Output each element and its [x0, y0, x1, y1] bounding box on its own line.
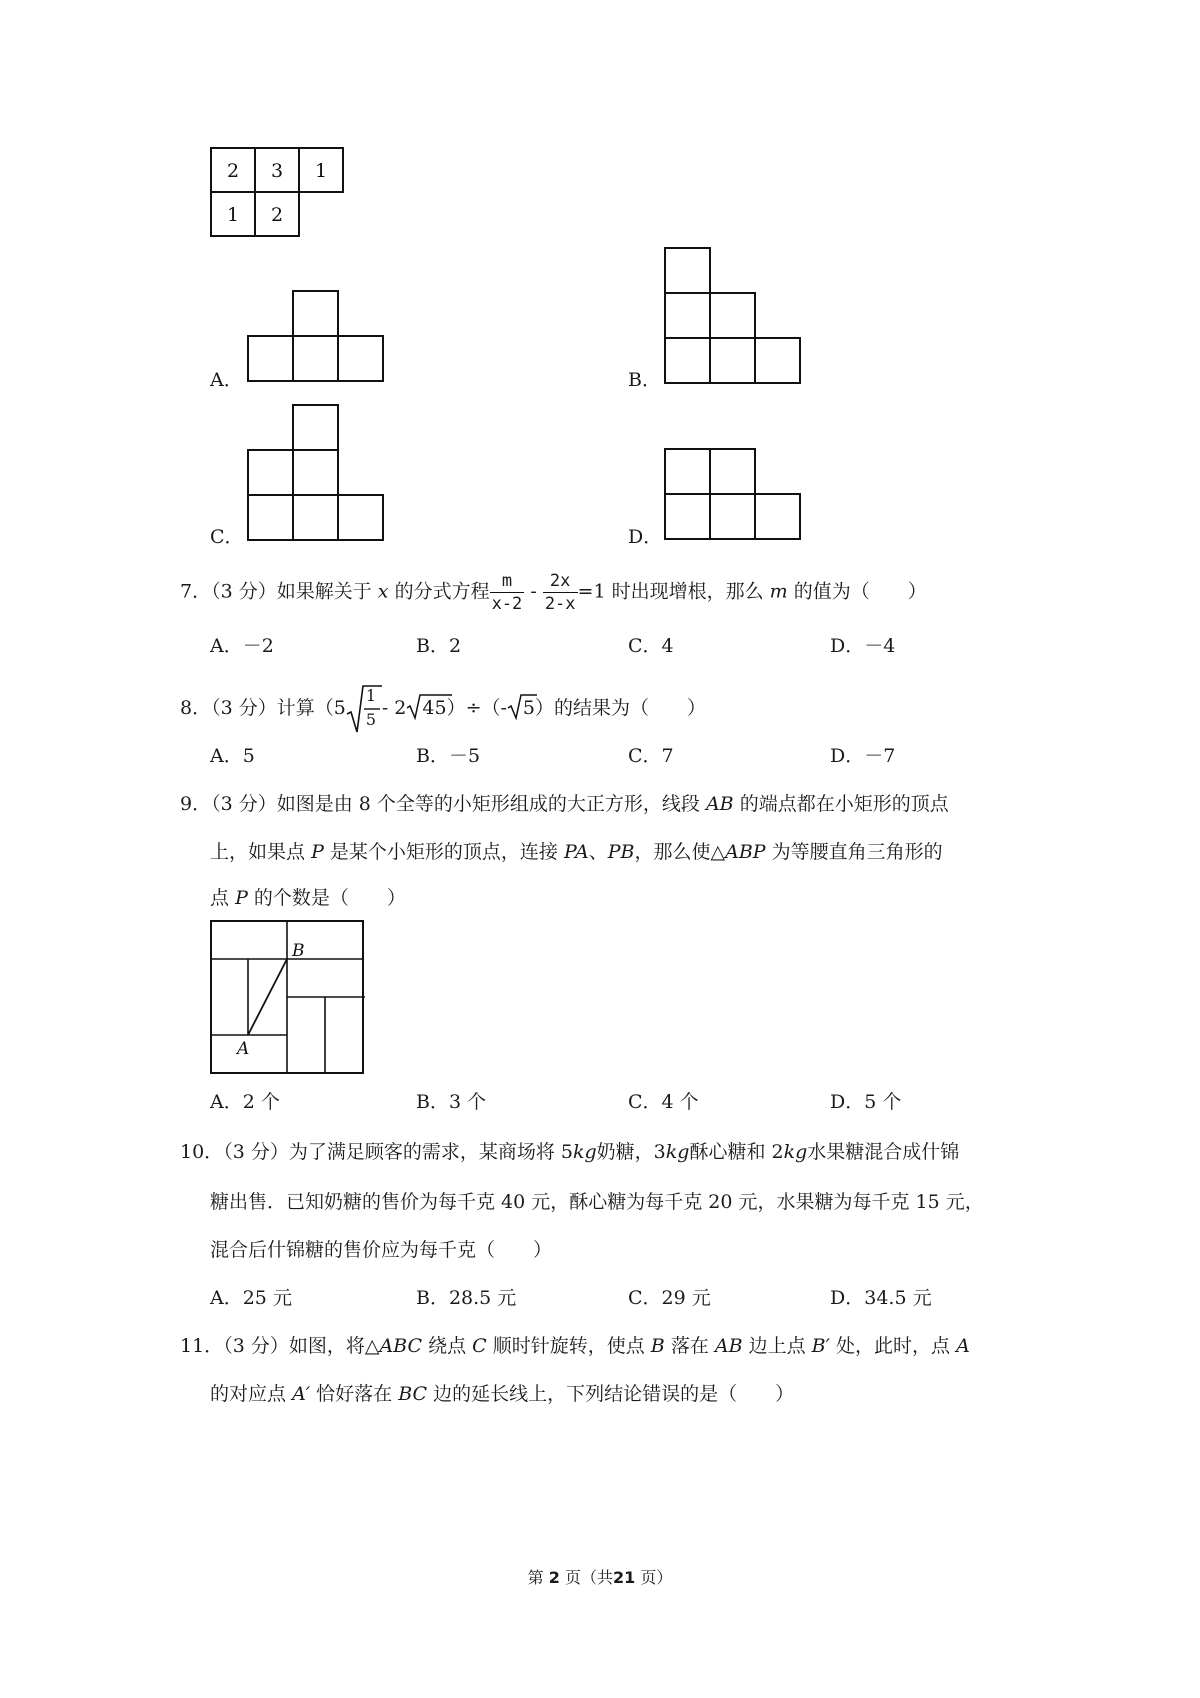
question-9-line-1: 9．（3 分）如图是由 8 个全等的小矩形组成的大正方形，线段 AB 的端点都在小矩形的顶点: [180, 793, 949, 815]
net-grid-figure: [210, 147, 350, 237]
fraction-2x-over-2-minus-x: $\frac{2x}{2-x}$: [544, 571, 576, 614]
q8-option-a[interactable]: A．5: [210, 745, 255, 767]
q9-option-d[interactable]: D．5 个: [830, 1091, 902, 1113]
q10-option-a[interactable]: A．25 元: [210, 1287, 292, 1309]
question-10-line-1: 10．（3 分）为了满足顾客的需求，某商场将 5kg奶糖，3kg酥心糖和 2kg水果糖混合成什锦: [180, 1141, 960, 1163]
option-b-label[interactable]: B．: [628, 369, 661, 391]
q7-option-d[interactable]: D．－4: [830, 635, 896, 657]
radical-5: 5: [507, 696, 535, 720]
radical-sign: [507, 694, 537, 720]
option-d-figure: [664, 448, 804, 540]
option-d-label[interactable]: D．: [628, 526, 663, 548]
q8-option-b[interactable]: B．－5: [416, 745, 481, 767]
page-footer: 第 2 页（共21 页）: [527, 1568, 673, 1587]
q9-option-b[interactable]: B．3 个: [416, 1091, 487, 1113]
option-a-figure: [247, 290, 387, 382]
question-9-line-2: 上，如果点 P 是某个小矩形的顶点，连接 PA、PB，那么使△ABP 为等腰直角三角形的: [210, 841, 943, 863]
q7-option-a[interactable]: A．－2: [210, 635, 274, 657]
option-b-figure: [664, 247, 804, 383]
q7-option-c[interactable]: C．4: [628, 635, 674, 657]
fraction-m-over-x-minus-2: $\frac{m}{x-2}$: [491, 571, 523, 614]
option-c-label[interactable]: C．: [210, 526, 244, 548]
q8-option-d[interactable]: D．－7: [830, 745, 896, 767]
point-a-label: A: [237, 1039, 250, 1059]
variable-x: x: [377, 580, 389, 603]
total-page-count: 21: [612, 1568, 636, 1587]
question-10-line-3: 混合后什锦糖的售价应为每千克（ ）: [210, 1239, 553, 1261]
question-11-line-1: 11．（3 分）如图，将△ABC 绕点 C 顺时针旋转，使点 B 落在 AB 边上点 B′ 处，此时，点 A: [180, 1335, 970, 1357]
q7-option-b[interactable]: B．2: [416, 635, 462, 657]
q9-option-c[interactable]: C．4 个: [628, 1091, 699, 1113]
q9-option-a[interactable]: A．2 个: [210, 1091, 280, 1113]
net-number: 3: [270, 160, 284, 182]
net-number: 2: [226, 160, 240, 182]
question-10-line-2: 糖出售．已知奶糖的售价为每千克 40 元，酥心糖为每千克 20 元，水果糖为每千克 15 元，: [210, 1191, 984, 1213]
question-7-stem: 7．（3 分）如果解关于 x 的分式方程 $\frac{m}{x-2}$ - $\frac{2x}{2-x}$ =1 时出现增根，那么 m 的值为（ ）: [180, 571, 927, 614]
net-number: 1: [226, 204, 240, 226]
radical-sign: [406, 694, 452, 720]
rectangle-grid-figure: [210, 920, 370, 1076]
question-8-stem: 8．（3 分）计算（5 1 5 - 2 45）÷（- 5）的结果为（ ）: [180, 684, 706, 734]
question-11-line-2: 的对应点 A′ 恰好落在 BC 边的延长线上，下列结论错误的是（ ）: [210, 1383, 795, 1405]
radical-45: 45: [406, 696, 446, 720]
question-9-line-3: 点 P 的个数是（ ）: [210, 887, 406, 909]
radical-one-fifth: 1 5: [346, 684, 382, 734]
point-b-label: B: [292, 941, 305, 961]
variable-m: m: [769, 580, 788, 603]
q10-option-c[interactable]: C．29 元: [628, 1287, 711, 1309]
net-number: 1: [314, 160, 328, 182]
option-c-figure: [247, 404, 387, 540]
radical-sign: [346, 684, 382, 734]
net-number: 2: [270, 204, 284, 226]
option-a-label[interactable]: A．: [210, 369, 243, 391]
q10-option-b[interactable]: B．28.5 元: [416, 1287, 517, 1309]
q8-option-c[interactable]: C．7: [628, 745, 674, 767]
current-page-number: 2: [548, 1568, 560, 1587]
q10-option-d[interactable]: D．34.5 元: [830, 1287, 932, 1309]
